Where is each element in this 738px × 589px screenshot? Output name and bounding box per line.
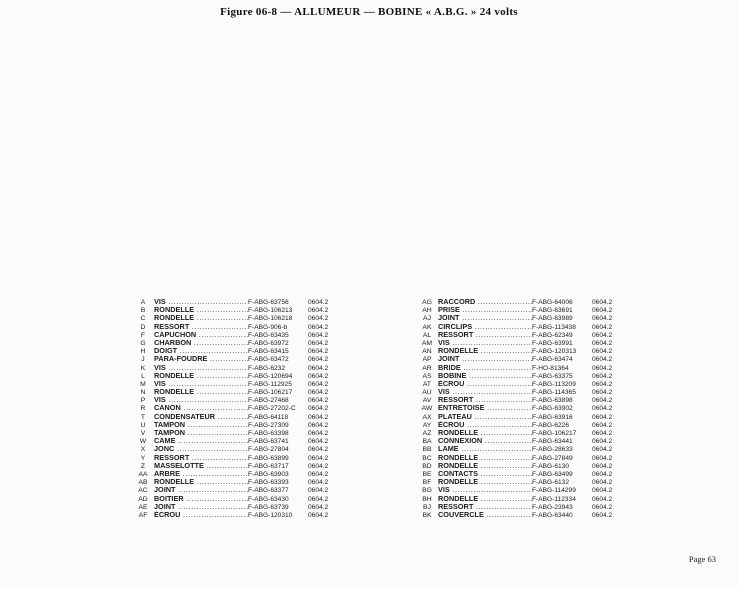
part-name: MASSELOTTE ..... (154, 462, 248, 470)
part-code: F-ABG-23943 (532, 503, 573, 511)
part-row (132, 372, 336, 380)
part-ref: BK (422, 511, 432, 519)
part-row (132, 347, 336, 355)
part-ref: BH (422, 495, 432, 503)
part-code: F-ABG-63472 (248, 356, 289, 364)
part-category: 0604.2 (308, 348, 329, 356)
part-category: 0604.2 (308, 446, 329, 454)
part-category: 0604.2 (592, 413, 613, 421)
part-ref: A (140, 299, 146, 306)
part-category: 0604.2 (592, 479, 613, 487)
figure-title: Figure 06-8 — ALLUMEUR — BOBINE « A.B.G. » 24 volts (220, 6, 518, 18)
part-row (132, 298, 336, 306)
part-code: F-ABG-120313 (532, 348, 577, 356)
part-row (132, 306, 336, 314)
part-category: 0604.2 (308, 462, 329, 470)
part-category: 0604.2 (308, 299, 329, 306)
part-name: ÉCROU ..... (438, 380, 532, 388)
part-ref: AJ (423, 315, 431, 323)
part-ref: BF (422, 479, 432, 487)
part-code: F-ABG-114299 (532, 487, 576, 495)
part-category: 0604.2 (308, 405, 329, 413)
part-category: 0604.2 (308, 356, 329, 364)
part-row (132, 437, 336, 445)
part-code: F-ABG-63739 (248, 503, 289, 511)
part-ref: AW (421, 405, 433, 413)
part-ref: N (140, 389, 146, 397)
part-name: BOITIER ..... (154, 495, 248, 503)
part-ref: AA (138, 470, 148, 478)
part-code: F-ABG-63430 (248, 495, 289, 503)
part-code: F-HO-81364 (532, 364, 569, 372)
part-row (416, 454, 620, 462)
part-category: 0604.2 (592, 356, 613, 364)
part-name: CAME ..... (154, 437, 248, 445)
part-ref: BD (422, 462, 432, 470)
part-name: CONTACTS ..... (438, 470, 532, 478)
part-name: RONDELLE ..... (438, 347, 532, 355)
part-row (416, 503, 620, 511)
part-ref: Z (140, 462, 146, 470)
part-code: F-ABG-63474 (532, 356, 573, 364)
part-category: 0604.2 (592, 470, 613, 478)
part-row (416, 298, 620, 306)
part-name: RONDELLE ..... (154, 388, 248, 396)
part-code: F-ABG-114365 (532, 389, 576, 397)
part-category: 0604.2 (592, 446, 613, 454)
part-name: VIS ..... (154, 396, 248, 404)
part-category: 0604.2 (592, 307, 613, 315)
part-ref: V (140, 430, 146, 437)
part-category: 0604.2 (308, 413, 329, 421)
part-code: F-ABG-63398 (248, 430, 289, 437)
part-category: 0604.2 (592, 421, 613, 429)
part-code: F-ABG-63377 (248, 487, 289, 495)
part-ref: AT (422, 380, 432, 388)
part-code: F-ABG-63898 (532, 397, 573, 405)
part-category: 0604.2 (592, 380, 613, 388)
part-row (416, 380, 620, 388)
part-name: VIS ..... (438, 339, 532, 347)
part-code: F-ABG-120694 (248, 372, 293, 380)
part-row (416, 323, 620, 331)
part-category: 0604.2 (308, 372, 329, 380)
part-name: RONDELLE ..... (154, 478, 248, 486)
part-ref: BA (422, 438, 432, 446)
part-ref: AP (422, 356, 432, 364)
part-category: 0604.2 (592, 331, 613, 339)
part-row (132, 396, 336, 404)
part-category: 0604.2 (308, 479, 329, 487)
part-name: PLATEAU ..... (438, 413, 532, 421)
part-code: F-ABG-6226 (532, 421, 570, 429)
part-row (416, 445, 620, 453)
part-row (132, 503, 336, 511)
part-code: F-ABG-63916 (532, 413, 573, 421)
part-row (132, 462, 336, 470)
part-name: VIS ..... (438, 486, 532, 494)
part-ref: AM (421, 339, 433, 347)
part-code: F-ABG-63375 (532, 372, 573, 380)
part-row (132, 404, 336, 412)
part-row (132, 486, 336, 494)
part-row (132, 429, 336, 437)
part-code: F-ABG-112925 (248, 380, 292, 388)
part-code: F-ABG-106213 (248, 307, 293, 315)
part-category: 0604.2 (592, 364, 613, 372)
part-ref: AC (138, 487, 148, 495)
part-name: VIS ..... (154, 364, 248, 372)
part-category: 0604.2 (308, 503, 329, 511)
part-code: F-ABG-112334 (532, 495, 576, 503)
part-category: 0604.2 (308, 331, 329, 339)
part-row (416, 462, 620, 470)
part-name: RESSORT ..... (438, 331, 532, 339)
part-category: 0604.2 (308, 389, 329, 397)
part-category: 0604.2 (592, 438, 613, 446)
part-code: F-ABG-63902 (532, 405, 573, 413)
part-row (132, 445, 336, 453)
part-ref: W (139, 438, 147, 446)
part-name: RONDELLE ..... (438, 495, 532, 503)
part-category: 0604.2 (308, 454, 329, 462)
part-category: 0604.2 (592, 348, 613, 356)
part-row (416, 421, 620, 429)
part-code: F-ABG-64006 (532, 299, 573, 306)
part-row (416, 364, 620, 372)
part-row (416, 396, 620, 404)
part-code: F-ABG-63972 (248, 339, 289, 347)
part-category: 0604.2 (592, 315, 613, 323)
part-category: 0604.2 (308, 339, 329, 347)
part-code: F-ABG-63899 (248, 454, 289, 462)
part-code: F-ABG-63691 (532, 307, 573, 315)
part-category: 0604.2 (592, 299, 613, 306)
part-code: F-ABG-63991 (532, 339, 573, 347)
part-code: F-ABG-120310 (248, 511, 293, 519)
page-number: Page 63 (688, 554, 716, 564)
part-ref: K (140, 364, 146, 372)
part-row (132, 421, 336, 429)
part-code: F-ABG-27468 (248, 397, 289, 405)
part-ref: G (140, 339, 146, 347)
part-name: VIS ..... (438, 388, 532, 396)
part-code: F-ABG-63756 (248, 299, 289, 306)
part-name: PRISE ..... (438, 306, 532, 314)
part-name: VIS ..... (154, 298, 248, 306)
part-row (416, 486, 620, 494)
part-name: ÉCROU ..... (154, 511, 248, 519)
part-category: 0604.2 (592, 372, 613, 380)
part-code: F-ABG-62349 (532, 331, 573, 339)
part-row (416, 495, 620, 503)
part-name: LAME ..... (438, 445, 532, 453)
part-code: F-ABG-28633 (532, 446, 573, 454)
part-ref: U (140, 421, 146, 429)
part-ref: AE (138, 503, 148, 511)
part-ref: M (140, 380, 146, 388)
part-code: F-ABG-63440 (532, 511, 573, 519)
part-ref: AX (422, 413, 432, 421)
part-ref: Y (140, 454, 146, 462)
part-row (132, 454, 336, 462)
part-code: F-ABG-63393 (248, 479, 289, 487)
part-row (132, 478, 336, 486)
part-ref: P (140, 397, 146, 405)
part-category: 0604.2 (308, 487, 329, 495)
part-ref: AY (422, 421, 432, 429)
part-row (416, 511, 620, 519)
parts-list-left (132, 298, 336, 519)
part-ref: BC (422, 454, 432, 462)
part-code: F-ABG-6232 (248, 364, 286, 372)
part-name: BOBINE ..... (438, 372, 532, 380)
part-ref: D (140, 323, 146, 331)
part-category: 0604.2 (308, 421, 329, 429)
part-ref: J (141, 356, 145, 364)
part-ref: T (140, 413, 146, 421)
part-name: DOIGT ..... (154, 347, 248, 355)
part-code: F-ABG-63499 (532, 470, 573, 478)
part-category: 0604.2 (592, 462, 613, 470)
part-row (132, 380, 336, 388)
part-category: 0604.2 (592, 454, 613, 462)
part-ref: AV (422, 397, 432, 405)
parts-list-right (416, 298, 620, 519)
part-category: 0604.2 (308, 511, 329, 519)
part-row (416, 413, 620, 421)
part-row (416, 478, 620, 486)
part-row (132, 331, 336, 339)
part-code: F-ABG-63989 (532, 315, 573, 323)
part-category: 0604.2 (308, 364, 329, 372)
part-name: RONDELLE ..... (438, 478, 532, 486)
part-ref: F (140, 331, 146, 339)
part-row (416, 429, 620, 437)
part-row (416, 388, 620, 396)
part-name: ÉCROU ..... (438, 421, 532, 429)
part-ref: B (140, 307, 146, 315)
part-ref: AS (422, 372, 432, 380)
part-ref: C (140, 315, 146, 323)
part-code: F-ABG-63741 (248, 438, 289, 446)
part-ref: BG (422, 487, 432, 495)
part-name: RESSORT ..... (154, 323, 248, 331)
part-code: F-ABG-63903 (248, 470, 289, 478)
part-name: CHARBON ..... (154, 339, 248, 347)
part-name: CAPUCHON ..... (154, 331, 248, 339)
part-category: 0604.2 (592, 397, 613, 405)
part-code: F-ABG-113438 (532, 323, 576, 331)
part-ref: AL (422, 331, 432, 339)
part-ref: AB (138, 479, 148, 487)
part-name: RESSORT ..... (438, 396, 532, 404)
part-name: JONC ..... (154, 445, 248, 453)
part-name: JOINT ..... (154, 503, 248, 511)
part-ref: AU (422, 389, 432, 397)
part-row (132, 413, 336, 421)
part-name: JOINT ..... (154, 486, 248, 494)
part-ref: X (140, 446, 146, 454)
part-row (416, 355, 620, 363)
part-row (416, 314, 620, 322)
part-category: 0604.2 (592, 389, 613, 397)
part-code: F-ABG-27309 (248, 421, 289, 429)
part-ref: AF (138, 511, 148, 519)
part-code: F-ABG-27202-C (248, 405, 296, 413)
part-name: RONDELLE ..... (438, 429, 532, 437)
part-category: 0604.2 (592, 323, 613, 331)
part-ref: L (141, 372, 145, 380)
part-code: F-ABG-64118 (248, 413, 289, 421)
part-category: 0604.2 (592, 495, 613, 503)
part-row (132, 314, 336, 322)
part-ref: AZ (422, 430, 432, 437)
part-code: F-ABG-106218 (248, 315, 293, 323)
part-category: 0604.2 (592, 405, 613, 413)
part-code: F-ABG-63415 (248, 348, 289, 356)
part-code: F-ABG-27804 (248, 446, 289, 454)
part-row (132, 388, 336, 396)
part-category: 0604.2 (308, 323, 329, 331)
part-name: CONDENSATEUR ..... (154, 413, 248, 421)
part-name: BRIDE ..... (438, 364, 532, 372)
part-ref: AR (422, 364, 432, 372)
part-name: JOINT ..... (438, 355, 532, 363)
part-code: F-ABG-906-b (248, 323, 288, 331)
part-name: TAMPON ..... (154, 421, 248, 429)
part-name: RONDELLE ..... (154, 314, 248, 322)
part-ref: BE (422, 470, 432, 478)
part-row (132, 495, 336, 503)
part-ref: R (140, 405, 146, 413)
part-category: 0604.2 (308, 470, 329, 478)
part-ref: AH (422, 307, 432, 315)
part-category: 0604.2 (592, 511, 613, 519)
part-ref: H (140, 348, 146, 356)
part-name: RESSORT ..... (154, 454, 248, 462)
part-row (132, 323, 336, 331)
part-row (416, 339, 620, 347)
part-category: 0604.2 (308, 315, 329, 323)
part-row (416, 347, 620, 355)
part-row (416, 470, 620, 478)
part-code: F-ABG-63441 (532, 438, 573, 446)
part-name: COUVERCLE ..... (438, 511, 532, 519)
part-row (416, 331, 620, 339)
part-code: F-ABG-6132 (532, 479, 570, 487)
part-row (416, 404, 620, 412)
part-category: 0604.2 (592, 503, 613, 511)
part-name: VIS ..... (154, 380, 248, 388)
part-code: F-ABG-106217 (532, 430, 577, 437)
part-row (132, 470, 336, 478)
part-name: RONDELLE ..... (438, 454, 532, 462)
part-row (416, 306, 620, 314)
part-row (132, 339, 336, 347)
part-name: TAMPON ..... (154, 429, 248, 437)
part-category: 0604.2 (592, 430, 613, 437)
part-name: RESSORT ..... (438, 503, 532, 511)
part-name: RONDELLE ..... (438, 462, 532, 470)
part-code: F-ABG-113209 (532, 380, 576, 388)
part-code: F-ABG-63435 (248, 331, 289, 339)
part-ref: AK (422, 323, 432, 331)
part-row (416, 372, 620, 380)
part-name: CONNEXION ..... (438, 437, 532, 445)
part-name: RONDELLE ..... (154, 372, 248, 380)
part-code: F-ABG-6130 (532, 462, 570, 470)
part-name: RONDELLE ..... (154, 306, 248, 314)
part-code: F-ABG-63717 (248, 462, 289, 470)
part-category: 0604.2 (592, 339, 613, 347)
part-category: 0604.2 (308, 397, 329, 405)
part-row (416, 437, 620, 445)
part-row (132, 355, 336, 363)
part-ref: BJ (423, 503, 431, 511)
part-row (132, 364, 336, 372)
part-category: 0604.2 (308, 380, 329, 388)
part-name: CIRCLIPS ..... (438, 323, 532, 331)
part-code: F-ABG-27849 (532, 454, 573, 462)
part-category: 0604.2 (308, 495, 329, 503)
part-code: F-ABG-106217 (248, 389, 293, 397)
part-category: 0604.2 (592, 487, 613, 495)
part-name: ENTRETOISE ..... (438, 404, 532, 412)
part-category: 0604.2 (308, 430, 329, 437)
part-ref: AN (422, 348, 432, 356)
part-row (132, 511, 336, 519)
part-ref: AD (138, 495, 148, 503)
part-ref: BB (422, 446, 432, 454)
part-category: 0604.2 (308, 438, 329, 446)
part-name: PARA-FOUDRE ..... (154, 355, 248, 363)
part-name: CANON ..... (154, 404, 248, 412)
part-name: RACCORD ..... (438, 298, 532, 306)
part-name: ARBRE ..... (154, 470, 248, 478)
part-category: 0604.2 (308, 307, 329, 315)
part-name: JOINT ..... (438, 314, 532, 322)
part-ref: AG (422, 299, 432, 306)
